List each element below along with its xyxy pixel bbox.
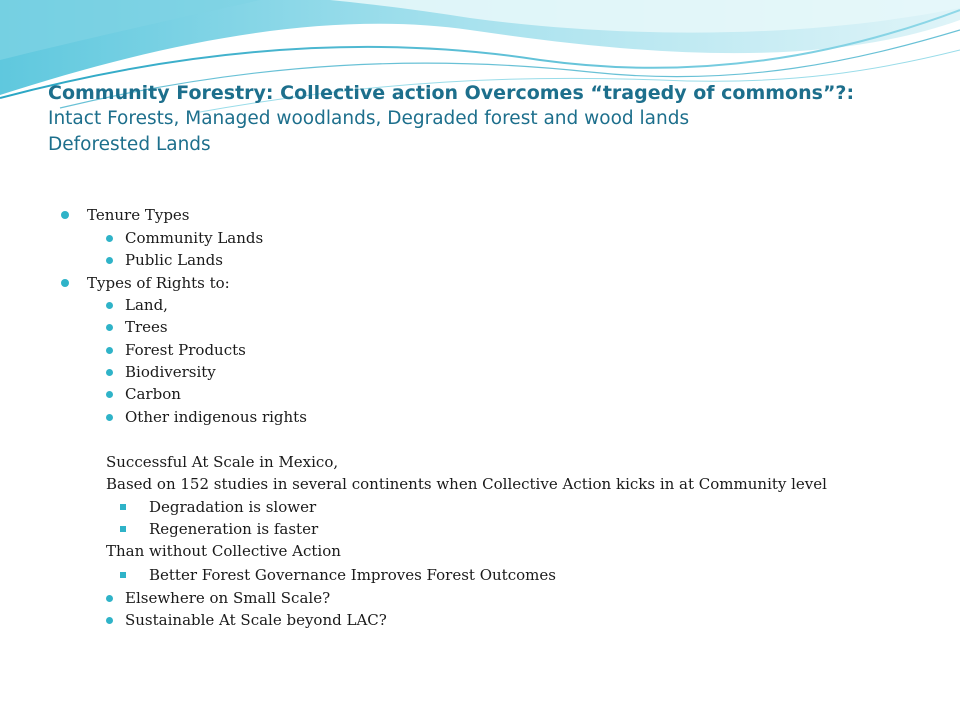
bullet-dot-icon <box>106 595 113 602</box>
bullet-dot-icon <box>61 211 69 219</box>
bullet-dot-icon <box>106 617 113 624</box>
bullet-dot-icon <box>106 414 113 421</box>
bullet-dot-icon <box>106 391 113 398</box>
list-item: Public Lands <box>125 251 223 269</box>
bullet-square-icon <box>120 526 126 532</box>
bullet-dot-icon <box>106 257 113 264</box>
list-item: Carbon <box>125 385 181 403</box>
list-item: Forest Products <box>125 341 246 359</box>
list-item: Land, <box>125 296 168 314</box>
paragraph-studies: Based on 152 studies in several continents when Collective Action kicks in at Community level <box>106 475 827 493</box>
rights-heading: Types of Rights to: <box>87 274 230 292</box>
tenure-heading: Tenure Types <box>87 206 190 224</box>
bullet-dot-icon <box>106 302 113 309</box>
title-subtitle-line2: Deforested Lands <box>48 134 211 155</box>
bullet-dot-icon <box>61 279 69 287</box>
list-item: Better Forest Governance Improves Forest Outcomes <box>149 566 556 584</box>
paragraph-comparison: Than without Collective Action <box>106 542 341 560</box>
list-item: Regeneration is faster <box>149 520 319 538</box>
title-subtitle-line1: Intact Forests, Managed woodlands, Degraded forest and wood lands <box>48 108 690 129</box>
list-item: Community Lands <box>125 229 264 247</box>
list-item: Trees <box>125 318 168 336</box>
bullet-square-icon <box>120 504 126 510</box>
bullet-dot-icon <box>106 324 113 331</box>
paragraph-mexico: Successful At Scale in Mexico, <box>106 453 339 471</box>
bullet-dot-icon <box>106 347 113 354</box>
bullet-square-icon <box>120 572 126 578</box>
list-item: Sustainable At Scale beyond LAC? <box>125 611 387 629</box>
bullet-dot-icon <box>106 235 113 242</box>
list-item: Other indigenous rights <box>125 408 307 426</box>
title-main: Community Forestry: Collective action Overcomes “tragedy of commons”?: <box>48 82 855 104</box>
bullet-dot-icon <box>106 369 113 376</box>
list-item: Elsewhere on Small Scale? <box>125 589 331 607</box>
list-item: Biodiversity <box>125 363 216 381</box>
list-item: Degradation is slower <box>149 498 317 516</box>
